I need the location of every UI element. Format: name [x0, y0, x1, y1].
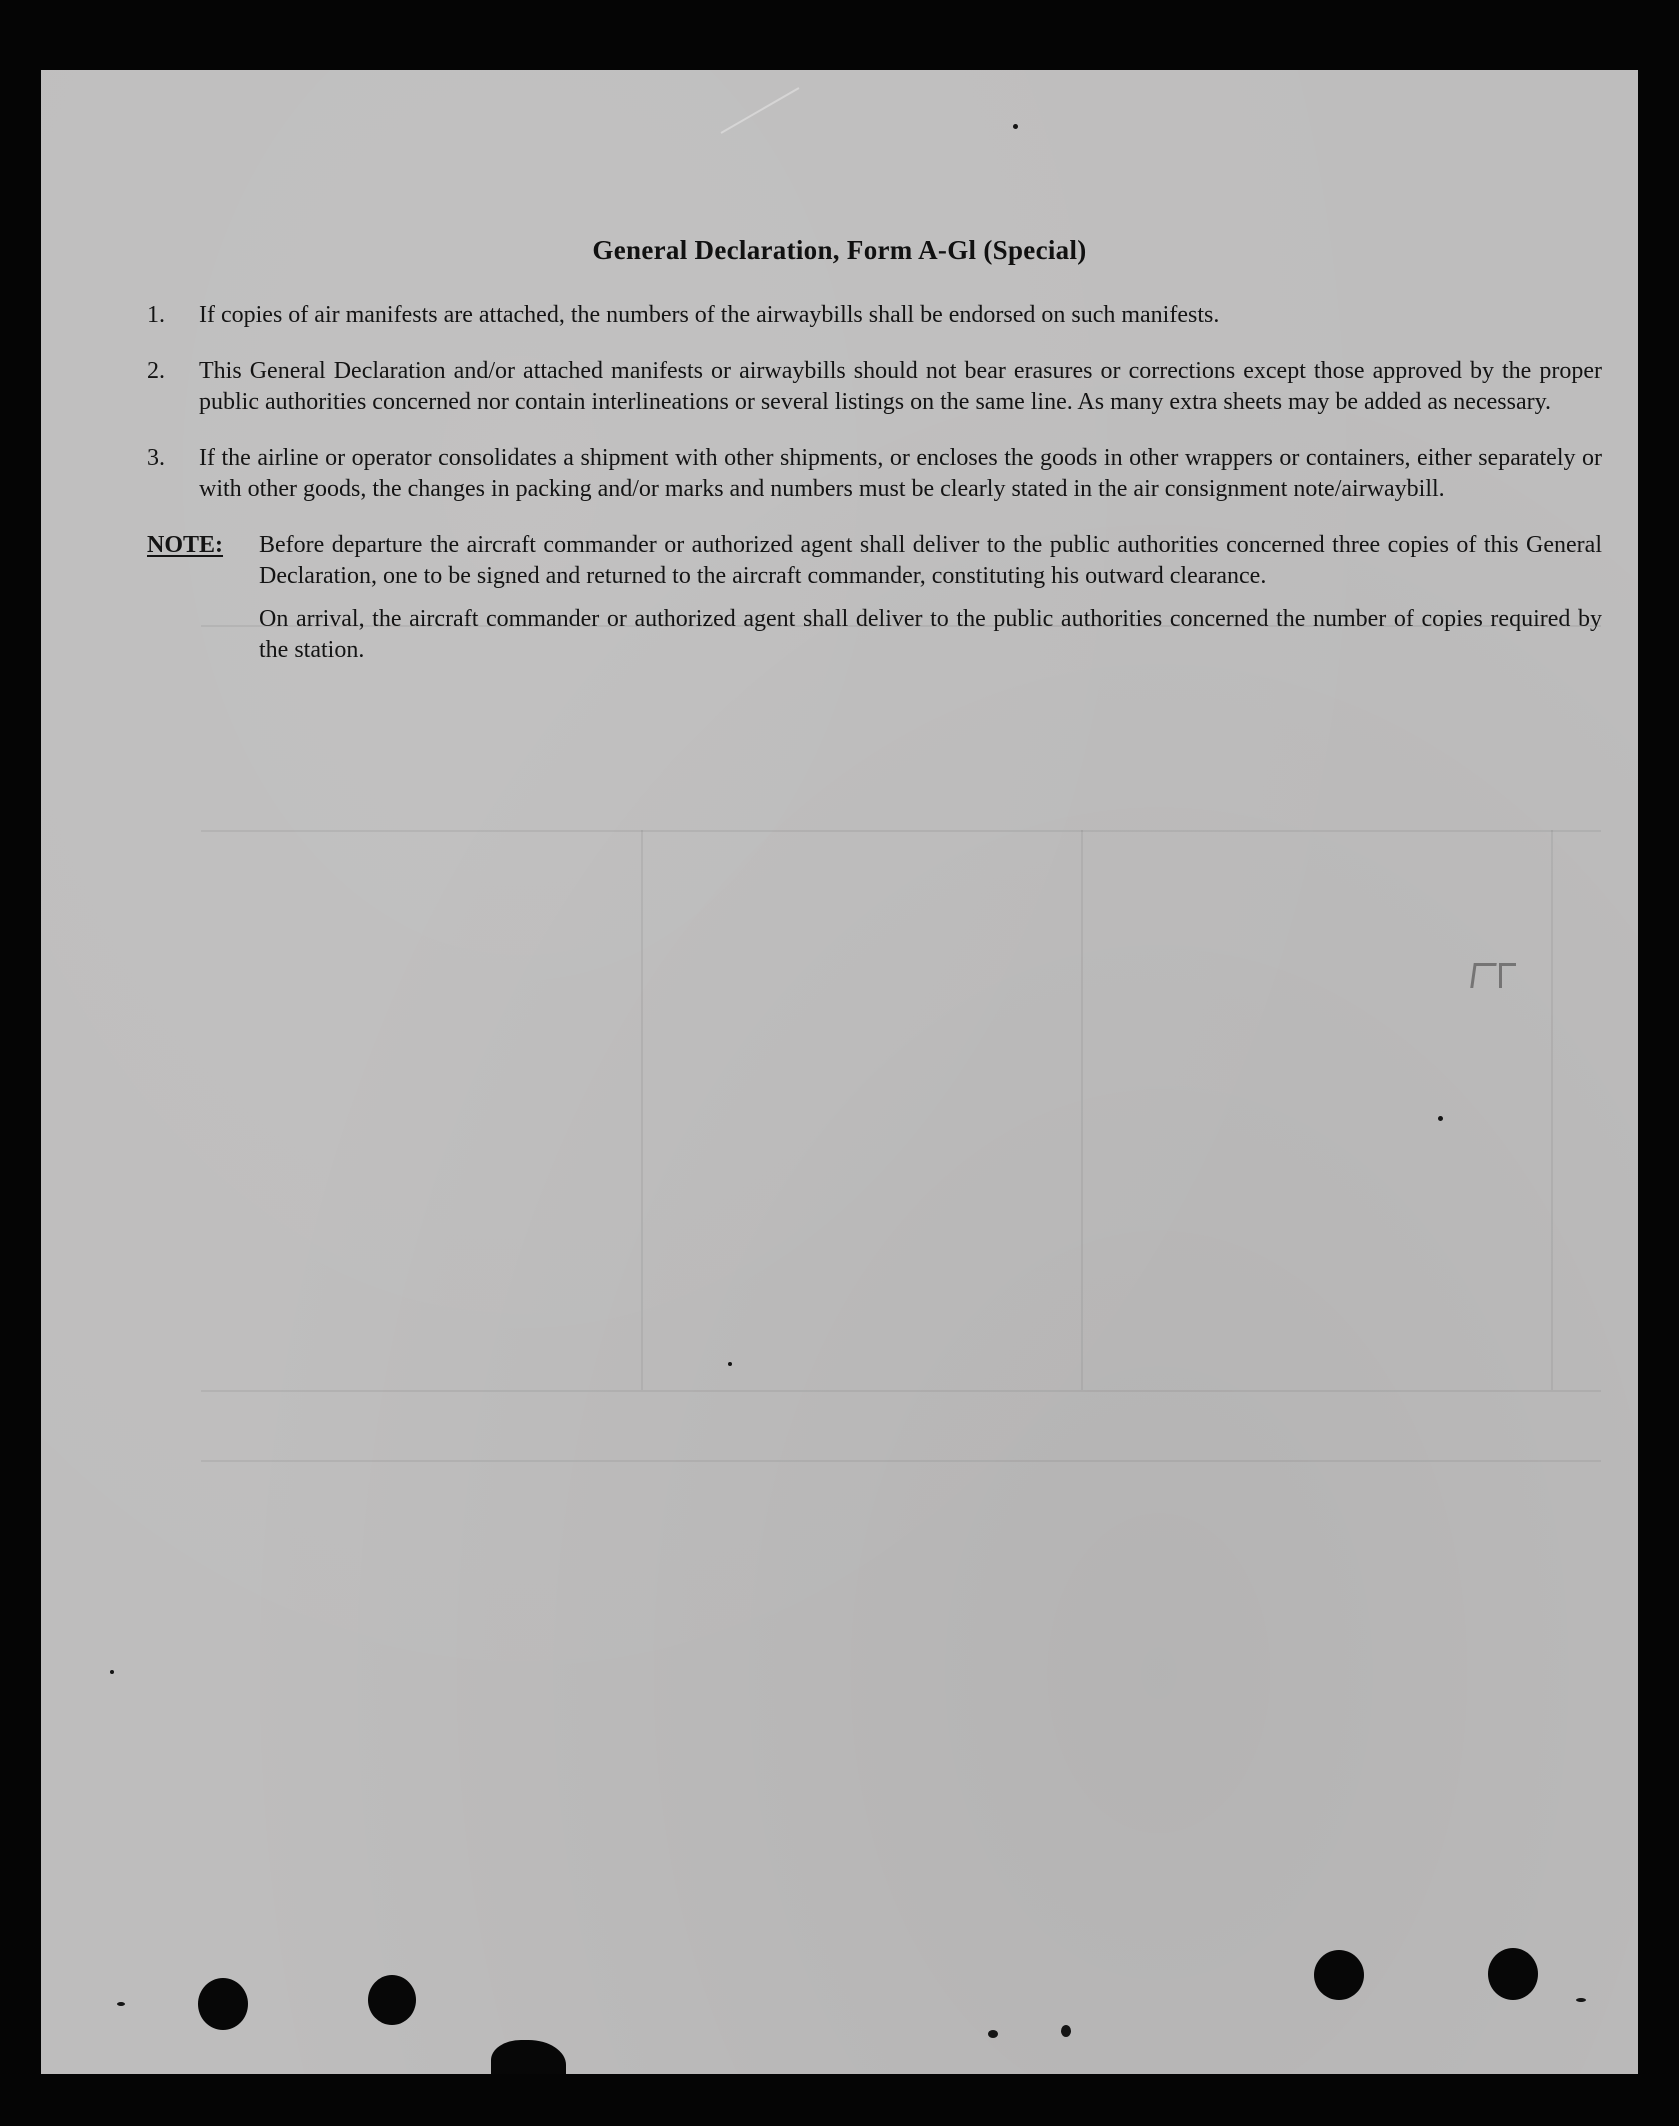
item-number: 1.: [147, 302, 165, 328]
speck: [1576, 1998, 1586, 2002]
note-paragraph: On arrival, the aircraft commander or authorized agent shall deliver to the public authorities concerned the number of copies required by the station.: [259, 606, 1602, 663]
punch-hole: [368, 1975, 416, 2025]
speck: [1061, 2025, 1071, 2037]
speck: [1013, 124, 1018, 129]
punch-hole: [1314, 1950, 1364, 2000]
bleed-through-line: [201, 1390, 1601, 1392]
pencil-mark: [1470, 963, 1497, 988]
pencil-mark: [1499, 963, 1516, 988]
document-title: General Declaration, Form A-Gl (Special): [592, 235, 1087, 265]
item-text: This General Declaration and/or attached manifests or airwaybills should not bear erasures or corrections except those approved by the proper public authorities concerned nor contain interlineations or several listings on the same line. As many extra sheets may be added as necessary.: [199, 358, 1602, 415]
torn-edge: [491, 2040, 566, 2074]
speck: [988, 2030, 998, 2038]
bleed-through-line: [201, 830, 1601, 832]
speck: [117, 2002, 125, 2006]
item-number: 2.: [147, 358, 165, 384]
bleed-through-line: [641, 830, 643, 1390]
speck: [110, 1670, 114, 1674]
punch-hole: [198, 1978, 248, 2030]
punch-hole: [1488, 1948, 1538, 2000]
note-paragraph: Before departure the aircraft commander or authorized agent shall deliver to the public authorities concerned three copies of this General Declaration, one to be signed and returned to the aircraft commander, constituting his outward clearance.: [259, 532, 1602, 589]
list-item: [147, 443, 1602, 505]
paper-crease: [721, 87, 800, 134]
bleed-through-line: [1551, 830, 1553, 1390]
item-number: 3.: [147, 445, 165, 471]
note-label: NOTE:: [147, 532, 224, 558]
bleed-through-line: [1081, 830, 1083, 1390]
bleed-through-line: [201, 1460, 1601, 1462]
document-page: [41, 70, 1638, 2074]
item-text: If the airline or operator consolidates a shipment with other shipments, or encloses the goods in other wrappers or containers, either separately or with other goods, the changes in packing and/or marks and numbers must be clearly stated in the air consignment note/airwaybill.: [199, 445, 1602, 502]
list-item: [147, 300, 1602, 331]
instructions-list: [147, 300, 1602, 678]
item-text: If copies of air manifests are attached, the numbers of the airwaybills shall be endorsed on such manifests.: [199, 302, 1220, 328]
list-item: [147, 356, 1602, 418]
speck: [728, 1362, 732, 1366]
note-section: [147, 530, 1602, 666]
speck: [1438, 1116, 1443, 1121]
